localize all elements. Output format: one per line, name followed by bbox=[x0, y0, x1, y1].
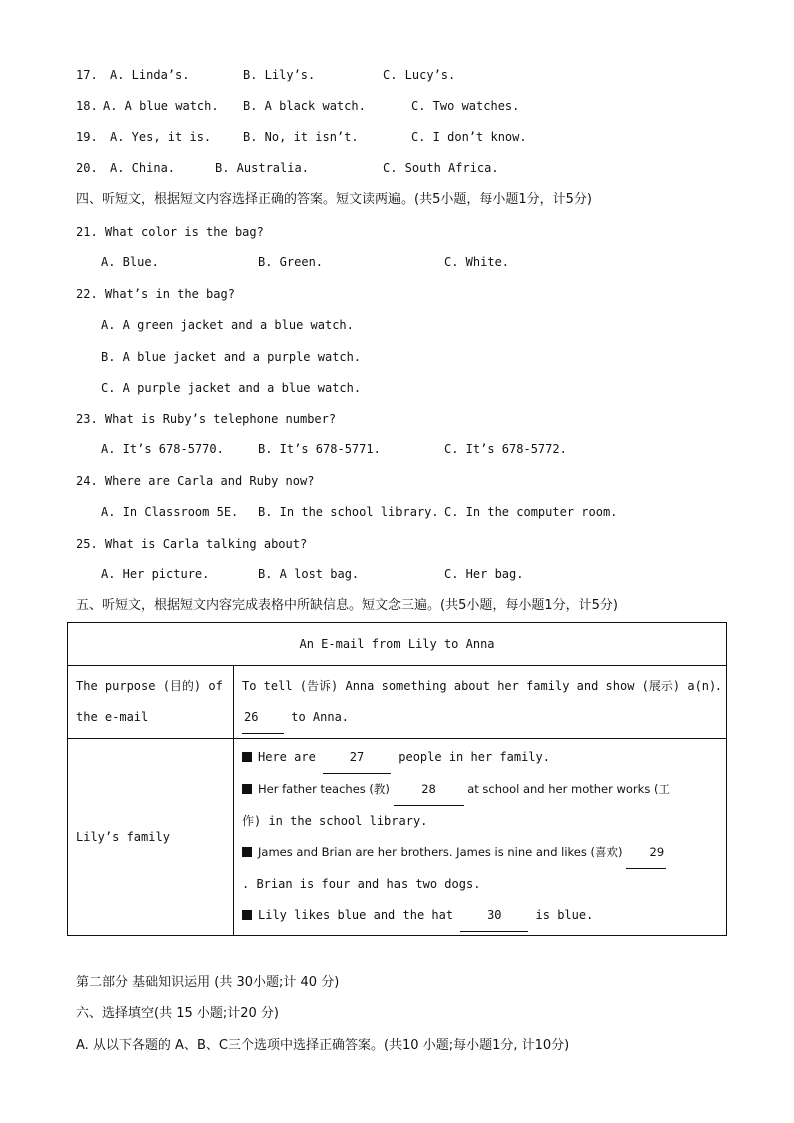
table-title: An E-mail from Lily to Anna bbox=[68, 623, 727, 666]
question-number: 19. bbox=[76, 130, 98, 144]
family-info-cell bbox=[234, 739, 727, 936]
option-a: A. China. bbox=[110, 161, 176, 175]
q24-option-b: B. In the school library. bbox=[258, 505, 439, 519]
option-b: B. Australia. bbox=[215, 161, 309, 175]
q22-option-c: C. A purple jacket and a blue watch. bbox=[101, 381, 362, 395]
section-4-heading: 四、听短文，根据短文内容选择正确的答案。短文读两遍。(共5小题，每小题1分，计5分) bbox=[76, 192, 592, 207]
purpose-text-line-1: To tell (告诉) Anna something about her family and show (展示) a(n) bbox=[242, 678, 717, 693]
bullet-3-pre: James and Brian are her brothers. James is nine and likes (喜欢) bbox=[258, 845, 627, 859]
question-number: 18. bbox=[76, 99, 98, 113]
option-b: B. No, it isn’t. bbox=[243, 130, 359, 144]
square-bullet-icon bbox=[242, 910, 252, 920]
option-c: C. Lucy’s. bbox=[383, 68, 456, 82]
q25-option-a: A. Her picture. bbox=[101, 567, 210, 581]
blank-30[interactable]: 30 bbox=[460, 900, 528, 932]
q25-option-c: C. Her bag. bbox=[444, 567, 524, 581]
section-5-heading: 五、听短文，根据短文内容完成表格中所缺信息。短文念三遍。(共5小题，每小题1分，计5分) bbox=[76, 598, 618, 613]
bullet-1-pre: Here are bbox=[258, 750, 324, 764]
square-bullet-icon bbox=[242, 784, 252, 794]
purpose-label-line-2: the e-mail bbox=[76, 710, 149, 724]
bullet-1-post: people in her family. bbox=[391, 750, 550, 764]
blank-26[interactable]: 26 bbox=[242, 702, 284, 734]
option-a: A. Linda’s. bbox=[110, 68, 190, 82]
option-a: A. A blue watch. bbox=[103, 99, 219, 113]
q24-option-c: C. In the computer room. bbox=[444, 505, 618, 519]
purpose-text-dot: . bbox=[714, 678, 723, 693]
bullet-2-post: at school and her mother works (工 bbox=[463, 782, 670, 796]
option-c: C. South Africa. bbox=[383, 161, 499, 175]
option-b: B. Lily’s. bbox=[243, 68, 316, 82]
purpose-text-line-2: to Anna. bbox=[284, 709, 350, 724]
question-23-text: 23. What is Ruby’s telephone number? bbox=[76, 412, 337, 426]
question-24-text: 24. Where are Carla and Ruby now? bbox=[76, 474, 315, 488]
option-b: B. A black watch. bbox=[243, 99, 366, 113]
bullet-3-line-2: . Brian is four and has two dogs. bbox=[242, 877, 481, 891]
square-bullet-icon bbox=[242, 752, 252, 762]
option-c: C. Two watches. bbox=[411, 99, 520, 113]
family-label-cell bbox=[68, 739, 234, 936]
q22-option-a: A. A green jacket and a blue watch. bbox=[101, 318, 354, 332]
question-25-text: 25. What is Carla talking about? bbox=[76, 537, 308, 551]
q21-option-b: B. Green. bbox=[258, 255, 324, 269]
q21-option-c: C. White. bbox=[444, 255, 510, 269]
bullet-4-post: is blue. bbox=[528, 908, 594, 922]
square-bullet-icon bbox=[242, 847, 252, 857]
q21-option-a: A. Blue. bbox=[101, 255, 159, 269]
question-21-text: 21. What color is the bag? bbox=[76, 225, 264, 239]
section-6-heading: 六、选择填空(共 15 小题;计20 分) bbox=[76, 1006, 280, 1021]
bullet-2-line-2: 作) in the school library. bbox=[242, 814, 428, 828]
q22-option-b: B. A blue jacket and a purple watch. bbox=[101, 350, 362, 364]
purpose-label-cell bbox=[68, 666, 234, 739]
bullet-2-pre: Her father teaches (教) bbox=[258, 782, 394, 796]
bullet-4-pre: Lily likes blue and the hat bbox=[258, 908, 461, 922]
question-22-text: 22. What’s in the bag? bbox=[76, 287, 235, 301]
blank-27[interactable]: 27 bbox=[323, 742, 391, 774]
option-a: A. Yes, it is. bbox=[110, 130, 212, 144]
section-6a-instructions: A. 从以下各题的 A、B、C三个选项中选择正确答案。(共10 小题;每小题1分, 计10分) bbox=[76, 1038, 570, 1053]
q23-option-b: B. It’s 678-5771. bbox=[258, 442, 381, 456]
purpose-label-line-1: The purpose (目的) of bbox=[76, 679, 223, 693]
blank-28[interactable]: 28 bbox=[394, 774, 464, 806]
option-c: C. I don’t know. bbox=[411, 130, 527, 144]
question-number: 20. bbox=[76, 161, 98, 175]
blank-29[interactable]: 29 bbox=[626, 837, 666, 869]
question-number: 17. bbox=[76, 68, 98, 82]
q24-option-a: A. In Classroom 5E. bbox=[101, 505, 239, 519]
q23-option-c: C. It’s 678-5772. bbox=[444, 442, 567, 456]
q25-option-b: B. A lost bag. bbox=[258, 567, 360, 581]
q23-option-a: A. It’s 678-5770. bbox=[101, 442, 224, 456]
info-table bbox=[67, 622, 727, 936]
purpose-text-cell bbox=[234, 666, 727, 739]
part-2-heading: 第二部分 基础知识运用 (共 30小题;计 40 分) bbox=[76, 975, 340, 990]
family-label: Lily’s family bbox=[76, 830, 170, 844]
